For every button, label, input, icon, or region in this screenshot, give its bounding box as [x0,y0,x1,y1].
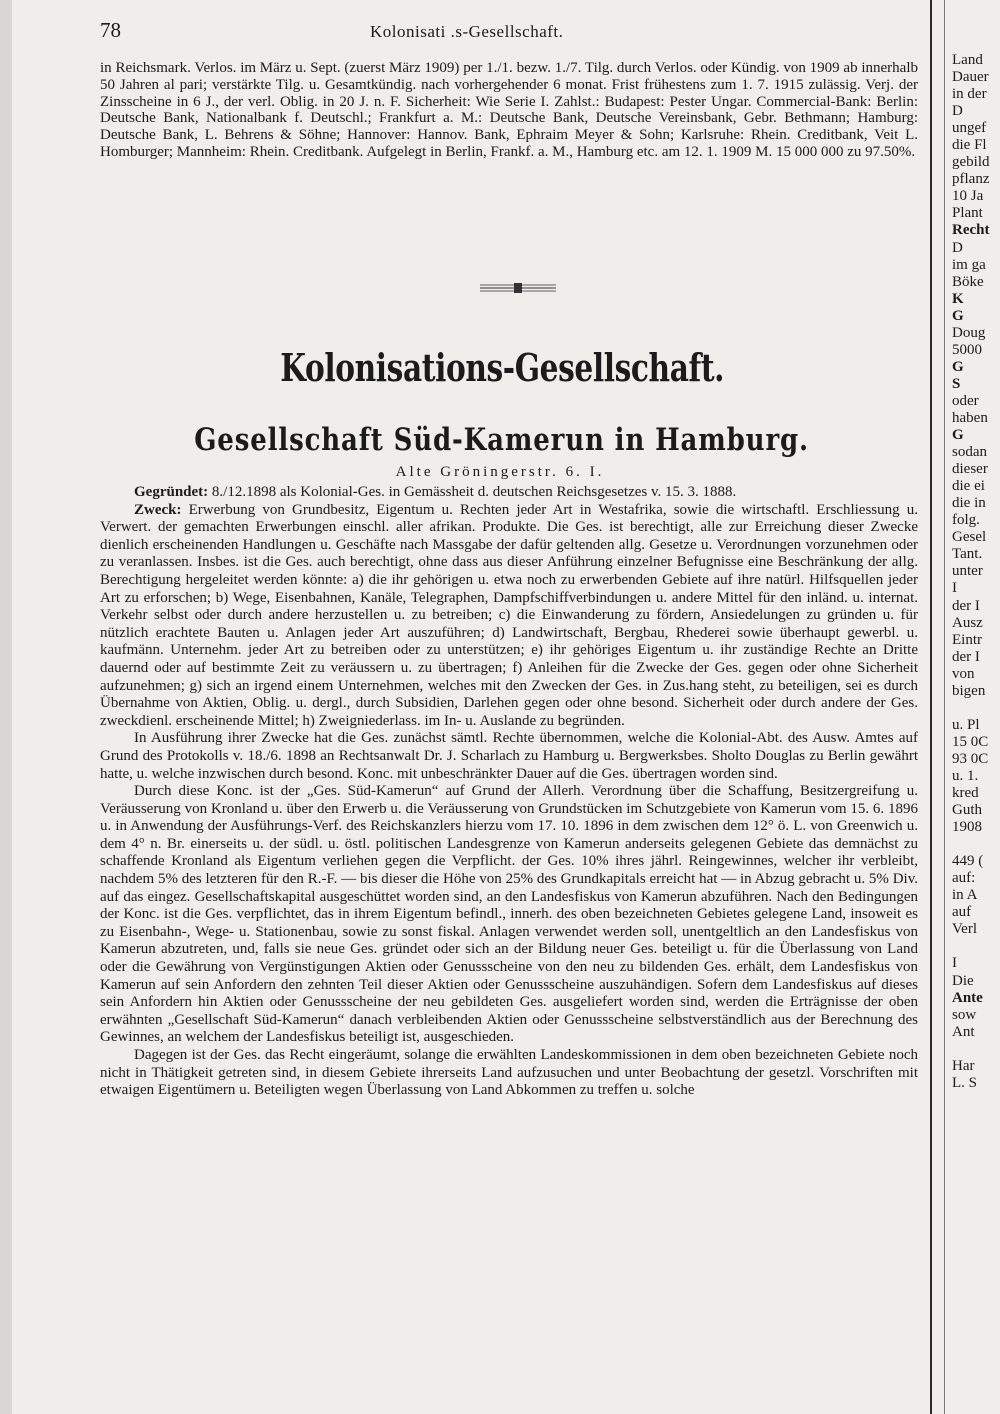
company-title: Gesellschaft Süd-Kamerun in Hamburg. [194,422,809,458]
adjacent-line: Ausz [952,614,983,631]
continuation-block [100,60,918,161]
running-header: Kolonisati .s-Gesellschaft. [370,22,564,41]
adjacent-line [952,836,1000,853]
adjacent-line: Gesel [952,529,987,546]
adjacent-line: folg. [952,512,980,529]
adjacent-line: D [952,103,963,120]
adjacent-page-column [952,52,1000,1092]
adjacent-line: S [952,375,961,392]
adjacent-line: Plant [952,205,983,222]
adjacent-line: kred [952,785,979,802]
adjacent-line: G [952,307,964,324]
adjacent-line: Guth [952,802,982,819]
adjacent-line: 5000 [952,341,982,358]
adjacent-line: I [952,955,957,972]
purpose-text: Erwerbung von Grundbesitz, Eigentum u. Rechten jeder Art in Westafrika, sowie die wirtschaftl. Erschliessung u. Verwert. der gemachten Erwerbungen einschl. aller afrikan. Produkte. Die Ges. ist berechtigt, alle zur Erreichung dieser Zwecke dienlich erscheinenden Handlungen u. Geschäfte nach Massgabe der dafür geltenden allg. Gesetze u. Verordnungen vorzunehmen oder zu veranlassen. Insbes. ist die Ges. auch berechtigt, ohne dass aus dieser Anführung einzelner Befugnisse eine Beschränkung der allg. Berechtigung hergeleitet werden könnte: a) die ihr gehörigen u. etwa noch zu erwerbenden Gebiete auf ihre natürl. Hilfsquellen jeder Art zu erforschen; b) Wege, Eisenbahnen, Kanäle, Telegraphen, Dampfschiffverbindungen u. andere Mittel für den inländ. u. internat. Verkehr selbst oder durch andere herzustellen u. zu betreiben; c) die Einwanderung zu fördern, Ansiedelungen zu gründen u. für nützlich erachtete Bauten u. Anlagen jeder Art auszuführen; d) Landwirtschaft, Bergbau, Rhederei sowie überhaupt gewerbl. u. kaufmänn. Unternehm. jeder Art zu betreiben oder zu unterstützen; e) ihr gehöriges Eigentum u. ihr zuständige Rechte an Dritte dauernd oder auf bestimmte Zeit zu veräussern u. zu übertragen; f) Anleihen für die Zwecke der Ges. gegen oder ohne Sicherheit aufzunehmen; g) sich an irgend einem Unternehmen, welches mit den Zwecken der Ges. in Zus.hang steht, zu beteiligen, sei es durch Übernahme von Aktien, Oblig. u. dergl., durch Subsidien, Darlehen gegen oder ohne besond. Sicherheit oder durch andere der Ges. zweckdienl. erscheinende Mittel; h) Zweigniederlass. im In- u. Auslande zu begründen. [100,501,919,729]
purpose-label: Zweck: [134,501,182,518]
adjacent-line: die Fl [952,137,987,154]
adjacent-line: 15 0C [952,733,989,750]
adjacent-line: Verl [952,921,977,938]
adjacent-line: Recht [952,222,990,239]
adjacent-line: 93 0C [952,750,989,767]
page-fold-line [944,0,945,1414]
adjacent-line: Land [952,52,983,68]
purpose-paragraph [100,502,918,731]
page-number: 78 [100,18,121,42]
adjacent-line [952,1041,1000,1058]
adjacent-line: Die [952,972,974,989]
adjacent-line: G [952,358,964,375]
adjacent-line: sow [952,1006,977,1023]
adjacent-line: Doug [952,324,986,341]
adjacent-line: der I [952,597,980,614]
adjacent-line: Dauer [952,69,989,86]
adjacent-line: Böke [952,273,984,290]
adjacent-line: Har [952,1057,975,1074]
adjacent-line: u. Pl [952,716,980,733]
adjacent-line: u. 1. [952,767,979,784]
adjacent-line: in A [952,887,978,904]
adjacent-line: dieser [952,461,988,478]
adjacent-line: Eintr [952,631,982,648]
continuation-paragraph: in Reichsmark. Verlos. im März u. Sept. (zuerst März 1909) per 1./1. bezw. 1./7. Tilg. durch Verlos. oder Kündig. von 1909 ab innerhalb 50 Jahren al pari; verstärkte Tilg. u. Gesamtkündig. nach vorhergehender 6 monat. Frist frühestens zum 1. 7. 1915 zulässig. Verj. der Zinsscheine in 6 J., der verl. Oblig. in 20 J. n. F. Sicherheit: Wie Serie I. Zahlst.: Budapest: Pester Ungar. Commercial-Bank: Berlin: Deutsche Bank, Nationalbank f. Deutschl.; Frankfurt a. M.: Deutsche Bank, Deutsche Vereinsbank, Gebr. Bethmann; Hamburg: Deutsche Bank, L. Behrens & Söhne; Hannover: Hannov. Bank, Ephraim Meyer & Sohn; Karlsruhe: Rhein. Creditbank, Veit L. Homburger; Mannheim: Rhein. Creditbank. Aufgelegt in Berlin, Frankf. a. M., Hamburg etc. am 12. 1. 1909 M. 15 000 000 zu 97.50%. [100,60,918,160]
founded-text: 8./12.1898 als Kolonial-Ges. in Gemässheit d. deutschen Reichsgesetzes v. 15. 3. 1888. [211,484,737,500]
adjacent-line: D [952,239,963,256]
adjacent-line [952,938,1000,955]
adjacent-line: 10 Ja [952,188,984,205]
adjacent-line: Tant. [952,546,983,563]
adjacent-line: von [952,665,975,682]
adjacent-line: sodan [952,444,987,461]
adjacent-line: der I [952,648,980,665]
adjacent-line: L. S [952,1074,978,1091]
rights-paragraph: Dagegen ist der Ges. das Recht eingeräumt, solange die erwählten Landeskommissionen in dem oben bezeichneten Gebiete noch nicht in Thätigkeit getreten sind, in diesem Gebiete ihrerseits Land aufzusuchen und unter Beobachtung der gesetzl. Vorschriften mit etwaigen Eigentümern u. Beteiligten wegen Überlassung von Land Abkommen zu treffen u. solche [100,1047,918,1099]
adjacent-line: Ant [952,1023,975,1040]
adjacent-line [952,700,1000,717]
adjacent-line: ungef [952,120,987,137]
adjacent-line: auf [952,904,972,921]
founded-label: Gegründet: [134,484,209,500]
adjacent-line: bigen [952,682,986,699]
company-address: Alte Gröningerstr. 6. I. [395,464,605,480]
adjacent-line: haben [952,409,988,426]
adjacent-line: K [952,290,964,307]
concession-paragraph: In Ausführung ihrer Zwecke hat die Ges. zunächst sämtl. Rechte übernommen, welche die Kolonial-Abt. des Ausw. Amtes auf Grund des Protokolls v. 18./6. 1898 an Rechtsanwalt Dr. J. Scharlach zu Hamburg u. Bergwerksbes. Sholto Douglas zu Berlin gewährt hatte, u. welche inzwischen durch besond. Konc. mit unbeschränkter Dauer auf die Ges. übertragen worden sind. [100,730,918,782]
adjacent-line: Ante [952,989,983,1006]
column-rule [930,0,932,1414]
adjacent-line: auf: [952,870,976,887]
company-entry [100,484,918,1100]
ornamental-divider [478,282,558,294]
adjacent-line: oder [952,392,979,409]
founded-paragraph [100,484,918,502]
adjacent-line: in der [952,86,987,103]
section-heading: Kolonisations-Gesellschaft. [280,345,725,390]
kronland-paragraph: Durch diese Konc. ist der „Ges. Süd-Kamerun“ auf Grund der Allerh. Verordnung über die Schaffung, Besitzergreifung u. Veräusserung von Kronland u. über den Erwerb u. die Veräusserung von Grundstücken im Schutzgebiete von Kamerun vom 15. 6. 1896 u. in Anwendung der Ausführungs-Verf. des Reichskanzlers hierzu vom 17. 10. 1896 in dem zwischen dem 12° ö. L. von Greenwich u. dem 4° n. Br. einerseits u. der südl. u. östl. politischen Landesgrenze von Kamerun anderseits gelegenen Gebiete das demnächst zu schaffende Kronland als Eigentum verliehen gegen die Verpflicht. der Ges. 10% ihres jährl. Reingewinnes, welcher ihr verbleibt, nachdem 5% des letzteren für den R.-F. — bis dieser die Höhe von 25% des Grundkapitals erreicht hat — in Abzug gebracht u. 5% Div. auf das eingez. Gesellschaftskapital ausgeschüttet worden sind, an den Landesfiskus von Kamerun abzuführen. Nach den Bedingungen der Konc. ist die Ges. verpflichtet, das in ihrem Eigentum befindl., innerh. des oben bezeichneten Gebietes gelegene Land, insoweit es zu Eisenbahn-, Wege- u. Stationenbau, sowie zu sonst fiskal. Anlagen verwendet werden soll, unentgeltlich an den Landesfiskus von Kamerun abzutreten, und, falls sie neue Ges. gründet oder sich an der Bildung neuer Ges. beteiligt u. für die Überlassung von Land oder die Gewährung von Vergünstigungen Aktien oder Genussscheine von den neu zu bildenden Ges. erhält, dem Landesfiskus von Kamerun auf sein Anfordern den zehnten Teil dieser Aktien oder Genussscheine auszuhändigen. Sofern dem Landesfiskus auf dieses sein Anfordern hin Aktien oder Genussscheine der neu gebildeten Ges. ausgeliefert worden sind, werden die Erträgnisse der oben erwähnten „Gesellschaft Süd-Kamerun“ danach verbleibenden Aktien oder Genussscheine selbstverständlich aus der Berechnung des Gewinnes, an welchem der Landesfiskus beteiligt ist, ausgeschieden. [100,783,918,1046]
adjacent-line: 1908 [952,819,982,836]
adjacent-line: die ei [952,478,985,495]
adjacent-line: I [952,580,957,597]
adjacent-line: die in [952,495,986,512]
page-gutter [0,0,12,1414]
adjacent-line: unter [952,563,983,580]
adjacent-line: G [952,427,964,444]
adjacent-line: gebild [952,154,990,171]
adjacent-line: pflanz [952,171,990,188]
adjacent-line: 449 ( [952,853,984,870]
adjacent-line: im ga [952,256,986,273]
